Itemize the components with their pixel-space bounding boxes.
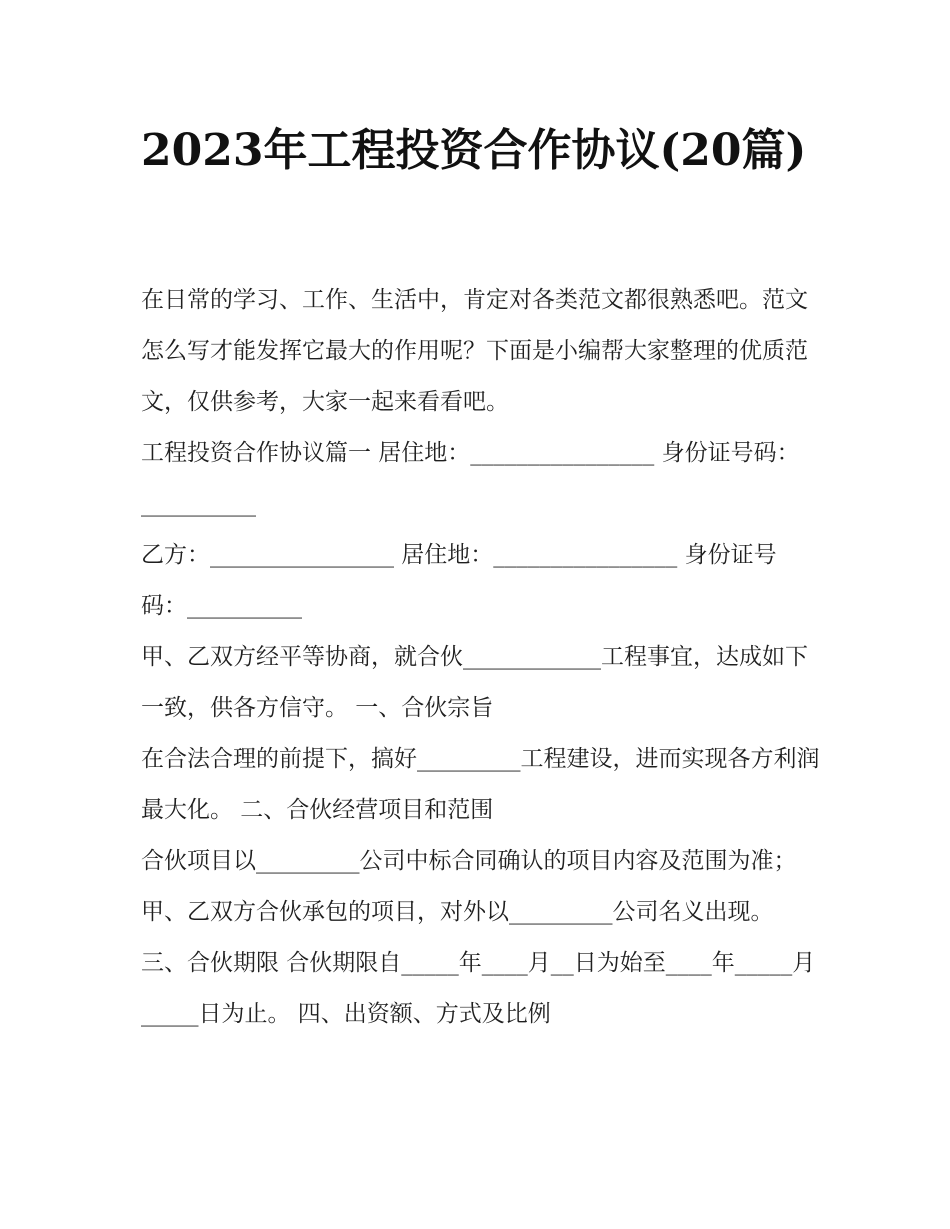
document-body	[141, 275, 821, 1040]
document-title: 2023年工程投资合作协议(20篇)	[141, 125, 807, 176]
paragraph-party-a: 工程投资合作协议篇一 居住地：________________ 身份证号码：__________	[141, 440, 800, 517]
paragraph-agreement: 甲、乙双方经平等协商，就合伙____________工程事宜，达成如下一致，供各方信守。 一、合伙宗旨	[141, 644, 808, 721]
paragraph-party-b: 乙方：________________ 居住地：________________ 身份证号码：__________	[141, 542, 777, 619]
paragraph-intro: 在日常的学习、工作、生活中，肯定对各类范文都很熟悉吧。范文怎么写才能发挥它最大的作用呢？下面是小编帮大家整理的优质范文，仅供参考，大家一起来看看吧。	[141, 287, 808, 415]
paragraph-purpose: 在合法合理的前提下，搞好_________工程建设，进而实现各方利润最大化。 二、合伙经营项目和范围	[141, 746, 820, 823]
paragraph-scope: 合伙项目以_________公司中标合同确认的项目内容及范围为准； 甲、乙双方合伙承包的项目，对外以_________公司名义出现。	[141, 848, 797, 925]
paragraph-term: 三、合伙期限 合伙期限自_____年____月__日为始至____年_____月_____日为止。 四、出资额、方式及比例	[141, 950, 816, 1027]
